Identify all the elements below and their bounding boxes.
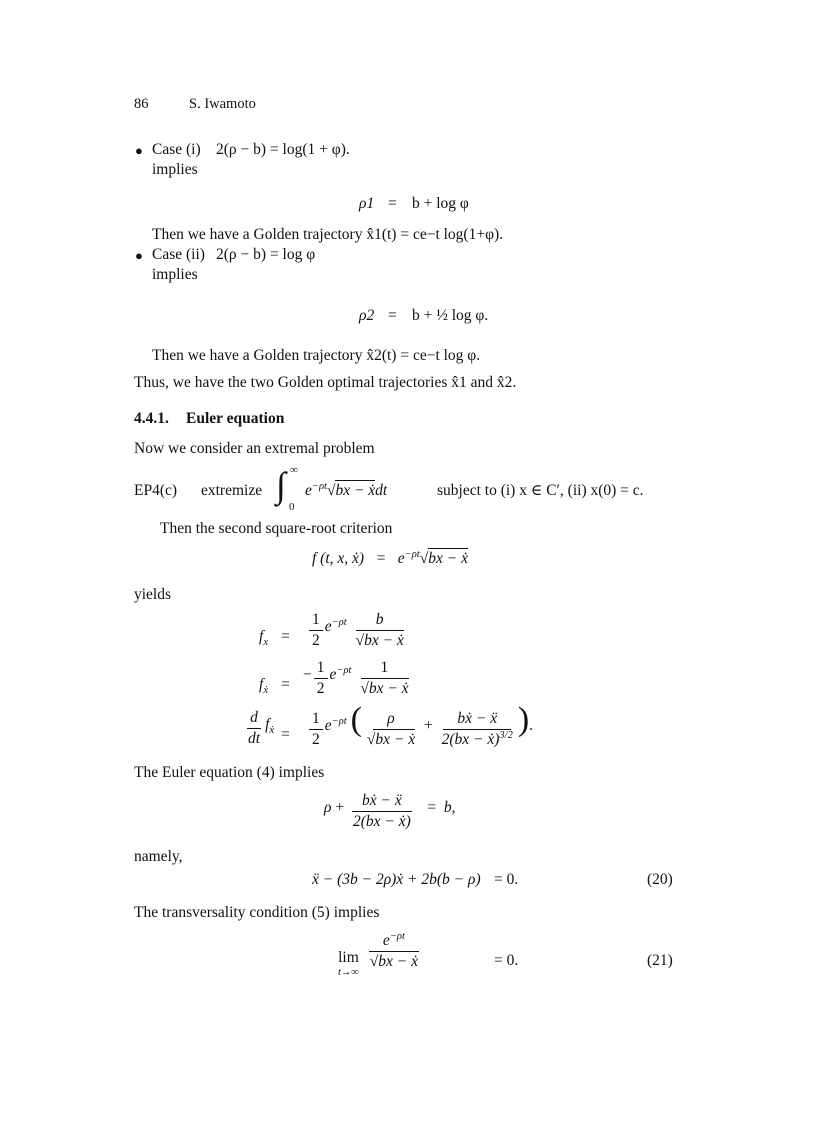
case-1-golden-text: Then we have a Golden trajectory x̂1(t) = ce−t log(1+φ). — [152, 226, 504, 243]
integral-upper-limit: ∞ — [290, 464, 298, 476]
dfxdot-rhs: $\frac{1}{2}$ $e^{-\rho t}$ ( $\frac{\rho}{\text{√bx − ẋ}}$ + $\frac{\text{bẋ − ẍ}}{2(bx - ẋ)^{3/2}}$ ). — [307, 706, 533, 747]
fx-rhs: $\frac{1}{2}$ $e^{-\rho t}$ $\frac{b}{\text{√bx − ẋ}}$ — [307, 612, 409, 648]
case-1-equals: = — [388, 195, 397, 212]
integrand: $e^{-\rho t}√bx$ − ẋdt — [305, 480, 388, 499]
dfxdot-equals: = — [281, 726, 290, 743]
fxdot-lhs: $f_ẋ$ — [259, 676, 268, 697]
intro-paragraph: Now we consider an extremal problem — [134, 440, 375, 457]
running-head-author: S. Iwamoto — [189, 96, 256, 112]
case-1-condition: 2(ρ − b) = log(1 + φ). — [216, 141, 350, 158]
section-title: Euler equation — [186, 410, 285, 427]
thus-paragraph: Thus, we have the two Golden optimal trajectories x̂1 and x̂2. — [134, 374, 517, 391]
eq21-rhs: = 0. — [494, 952, 519, 969]
integral-sign: ∫ — [276, 465, 286, 505]
transversality-paragraph: The transversality condition (5) implies — [134, 904, 380, 921]
bullet-icon: ● — [135, 143, 143, 158]
euler-result: ρ + $\frac{\text{bẋ − ẍ}}{\text{2(bx − ẋ)}}$ = b, — [324, 792, 456, 830]
section-number: 4.4.1. — [134, 410, 169, 427]
eq20-lhs: ẍ − (3b − 2ρ)ẋ + 2b(b − ρ) — [312, 871, 481, 888]
euler-paragraph: The Euler equation (4) implies — [134, 764, 325, 781]
fxdot-equals: = — [281, 676, 290, 693]
fx-lhs: $f_x$ — [259, 628, 268, 649]
eq20-rhs: = 0. — [494, 871, 519, 888]
case-2-equals: = — [388, 307, 397, 324]
case-2-label: Case (ii) — [152, 246, 205, 263]
case-2-result-lhs: ρ2 — [359, 307, 375, 324]
case-1-result-lhs: ρ1 — [359, 195, 375, 212]
case-2-implies: implies — [152, 266, 198, 283]
integral-lower-limit: 0 — [289, 501, 295, 513]
yields-text: yields — [134, 586, 172, 603]
case-2-condition: 2(ρ − b) = log φ — [216, 246, 316, 263]
problem-tail: subject to (i) x ∈ C′, (ii) x(0) = c. — [437, 482, 644, 499]
case-2-result-rhs: b + ½ log φ. — [412, 307, 489, 324]
problem-label: EP4(c) — [134, 482, 178, 499]
case-2-golden-text: Then we have a Golden trajectory x̂2(t) = ce−t log φ. — [152, 347, 481, 364]
eq20-number: (20) — [647, 871, 673, 888]
criterion-paragraph: Then the second square-root criterion — [160, 520, 393, 537]
case-1-label: Case (i) — [152, 141, 201, 158]
page-number: 86 — [134, 96, 149, 112]
criterion-formula: f (t, x, ẋ) = $e^{-\rho t}√bx$ − ẋ — [312, 548, 468, 567]
bullet-icon: ● — [135, 248, 143, 263]
eq21-number: (21) — [647, 952, 673, 969]
fxdot-rhs: − $\frac{1}{2}$ $e^{-\rho t}$ $\frac{1}{\text{√bx − ẋ}}$ — [303, 659, 409, 697]
dfxdot-lhs: $\frac{d}{dt}$ $f_ẋ$ — [248, 709, 275, 747]
namely-text: namely, — [134, 848, 183, 865]
problem-verb: extremize — [201, 482, 263, 499]
eq21-limit: lim t→∞ $\frac{e^{-\rho t}}{\text{√bx − ẋ}}$ — [338, 930, 419, 978]
fx-equals: = — [281, 628, 290, 645]
case-1-result-rhs: b + log φ — [412, 195, 469, 212]
case-1-implies: implies — [152, 161, 198, 178]
